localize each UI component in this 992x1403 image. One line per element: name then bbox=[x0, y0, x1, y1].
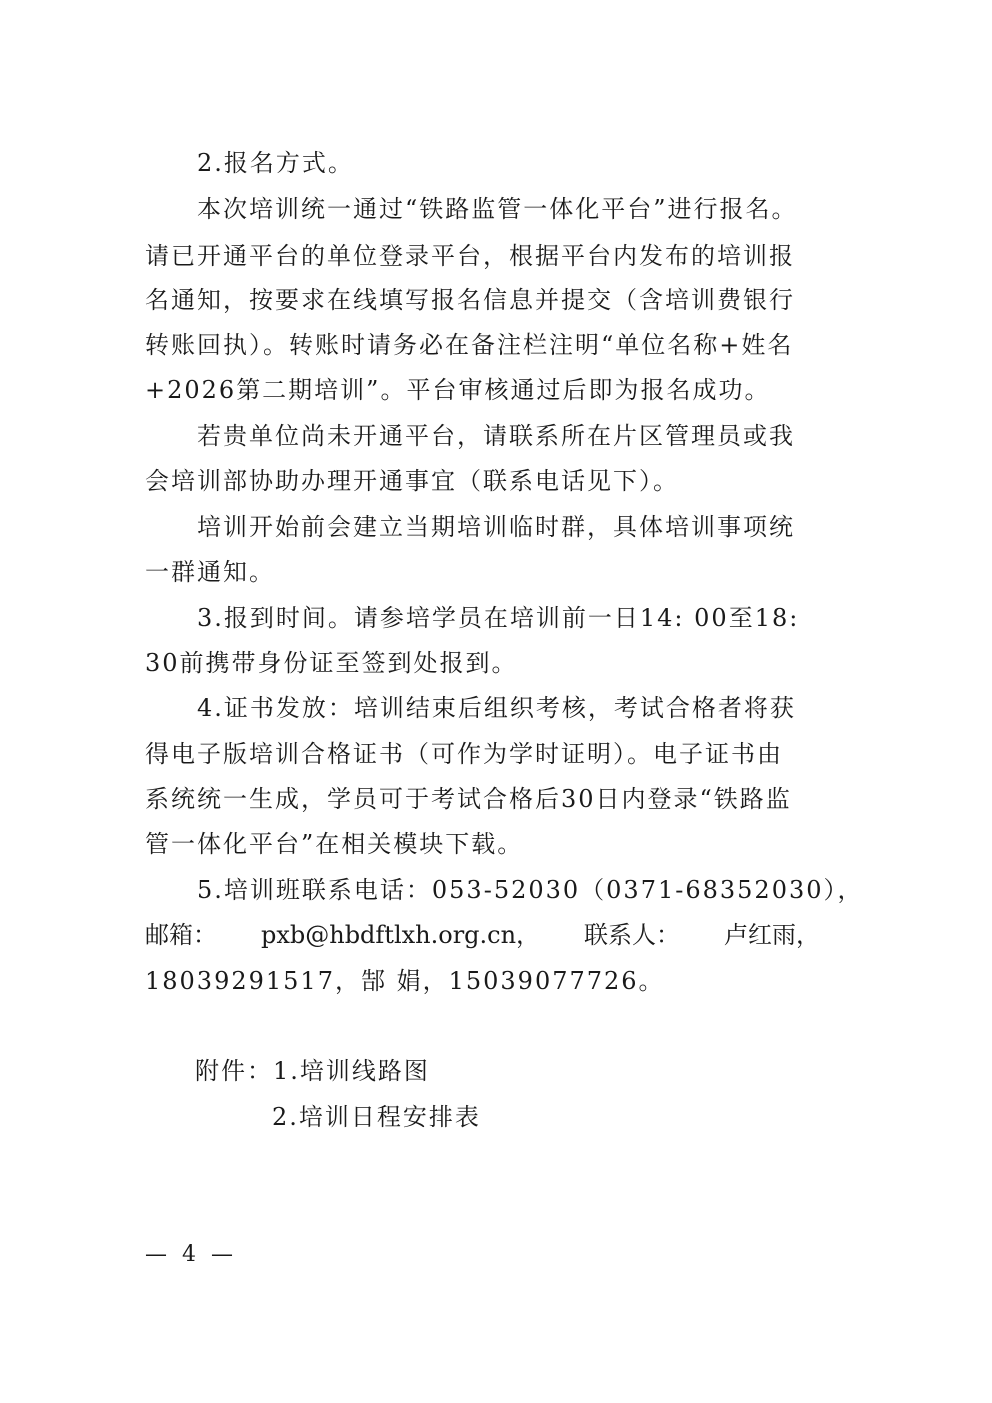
paragraph-line: 系统统一生成，学员可于考试合格后30日内登录“铁路监 bbox=[145, 785, 792, 813]
section-heading-certificate: 4.证书发放：培训结束后组织考核，考试合格者将获 bbox=[197, 694, 796, 722]
contact-person-label: 联系人： bbox=[584, 921, 681, 949]
paragraph-line: 名通知，按要求在线填写报名信息并提交（含培训费银行 bbox=[145, 286, 795, 314]
paragraph-line: +2026第二期培训”。平台审核通过后即为报名成功。 bbox=[145, 376, 771, 404]
email-label: 邮箱： bbox=[145, 921, 217, 949]
paragraph-line: 请已开通平台的单位登录平台，根据平台内发布的培训报 bbox=[145, 242, 795, 270]
section-heading-check-in: 3.报到时间。请参培学员在培训前一日14: 00至18: bbox=[197, 604, 800, 632]
section-heading-registration: 2.报名方式。 bbox=[197, 149, 354, 177]
email-address: pxb@hbdftlxh.org.cn， bbox=[260, 921, 541, 949]
section-heading-contact: 5.培训班联系电话：053-52030（0371-68352030）， bbox=[197, 876, 864, 904]
paragraph-line: 转账回执）。转账时请务必在备注栏注明“单位名称+姓名 bbox=[145, 331, 794, 359]
paragraph-line: 会培训部协助办理开通事宜（联系电话见下）。 bbox=[145, 467, 679, 495]
paragraph-line: 培训开始前会建立当期培训临时群，具体培训事项统 bbox=[197, 513, 795, 541]
paragraph-line: 管一体化平台”在相关模块下载。 bbox=[145, 830, 524, 858]
phone-line: 18039291517，郜 娟，15039077726。 bbox=[145, 967, 665, 995]
paragraph-line: 若贵单位尚未开通平台，请联系所在片区管理员或我 bbox=[197, 422, 795, 450]
paragraph-line: 本次培训统一通过“铁路监管一体化平台”进行报名。 bbox=[197, 195, 798, 223]
page-number: — 4 — bbox=[145, 1242, 237, 1267]
contact-person-name: 卢红雨， bbox=[724, 921, 820, 949]
paragraph-line: 一群通知。 bbox=[145, 558, 275, 586]
contact-line bbox=[145, 920, 820, 950]
attachment-item-1: 附件：1.培训线路图 bbox=[195, 1057, 430, 1085]
paragraph-line: 30前携带身份证至签到处报到。 bbox=[145, 649, 518, 677]
paragraph-line: 得电子版培训合格证书（可作为学时证明）。电子证书由 bbox=[145, 740, 783, 768]
attachment-item-2: 2.培训日程安排表 bbox=[272, 1103, 481, 1131]
